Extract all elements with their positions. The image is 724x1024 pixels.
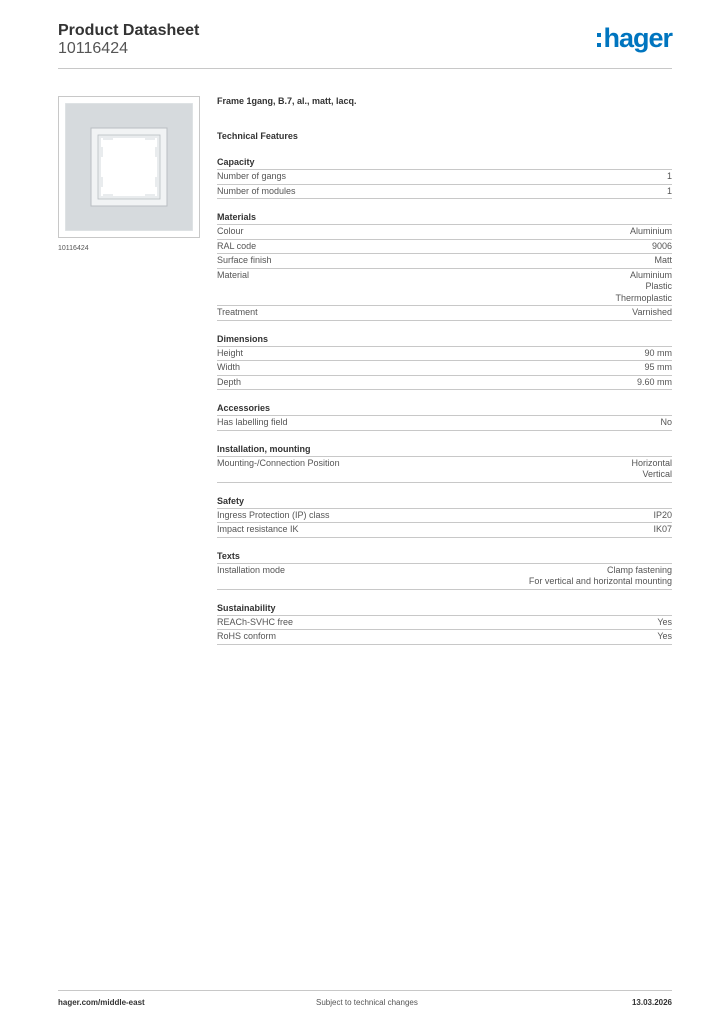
- spec-row: [217, 240, 672, 255]
- spec-value: For vertical and horizontal mounting: [528, 576, 672, 586]
- spec-label: Mounting-/Connection Position: [217, 457, 340, 468]
- product-image: [58, 96, 200, 238]
- spec-values: [667, 186, 672, 198]
- spec-row: [217, 564, 672, 590]
- spec-row: [217, 457, 672, 483]
- spec-values: [632, 307, 672, 319]
- spec-values: [657, 617, 672, 629]
- section-texts: [217, 550, 672, 590]
- section-installation-mounting: [217, 443, 672, 483]
- spec-row: [217, 630, 672, 645]
- spec-values: [652, 241, 672, 253]
- spec-label: Height: [217, 347, 244, 358]
- section-title: Dimensions: [217, 333, 672, 347]
- spec-row: [217, 269, 672, 307]
- spec-row: [217, 254, 672, 269]
- spec-row: [217, 361, 672, 376]
- section-materials: [217, 211, 672, 321]
- spec-values: [667, 171, 672, 183]
- footer-date: 13.03.2026: [631, 998, 672, 1007]
- hager-logo: [597, 24, 672, 52]
- spec-label: Depth: [217, 376, 242, 387]
- spec-values: [631, 458, 672, 481]
- spec-value: Vertical: [642, 469, 672, 479]
- spec-values: [529, 565, 672, 588]
- section-title: Materials: [217, 211, 672, 225]
- page-header: [58, 22, 672, 68]
- spec-values: [657, 631, 672, 643]
- spec-row: [217, 416, 672, 431]
- spec-values: [630, 226, 672, 238]
- spec-label: Colour: [217, 226, 244, 236]
- spec-row: [217, 185, 672, 200]
- document-title: Product Datasheet: [58, 22, 200, 39]
- spec-values: [637, 377, 672, 389]
- spec-values: [653, 510, 672, 522]
- spec-value: Aluminium: [629, 269, 672, 280]
- spec-value: IK07: [653, 524, 672, 534]
- spec-label: REACh-SVHC free: [217, 616, 294, 627]
- section-title: Accessories: [217, 402, 672, 416]
- spec-value: 9006: [651, 240, 672, 251]
- spec-label: Number of modules: [217, 185, 296, 196]
- spec-label: Treatment: [217, 307, 258, 317]
- spec-value: Plastic: [645, 281, 672, 291]
- section-title: Texts: [217, 550, 672, 564]
- section-title: Sustainability: [217, 602, 672, 616]
- frame-illustration-icon: [65, 103, 193, 231]
- spec-label: Surface finish: [217, 255, 272, 265]
- spec-value: 90 mm: [644, 347, 672, 358]
- spec-row: [217, 347, 672, 362]
- section-dimensions: [217, 333, 672, 391]
- section-title: Installation, mounting: [217, 443, 672, 457]
- spec-value: Clamp fastening: [606, 564, 672, 575]
- spec-label: Has labelling field: [217, 417, 288, 427]
- spec-value: 95 mm: [644, 362, 672, 372]
- spec-values: [644, 362, 672, 374]
- spec-row: [217, 376, 672, 391]
- section-safety: [217, 495, 672, 538]
- header-divider: [58, 68, 672, 69]
- technical-features-heading: Technical Features: [217, 131, 298, 141]
- spec-values: [660, 417, 672, 429]
- spec-value: 1: [666, 171, 672, 181]
- spec-row: [217, 306, 672, 321]
- page-footer: [58, 998, 672, 1010]
- spec-label: RoHS conform: [217, 631, 277, 641]
- technical-sections: [217, 156, 672, 645]
- section-sustainability: [217, 602, 672, 645]
- spec-row: [217, 225, 672, 240]
- spec-label: Installation mode: [217, 564, 286, 575]
- section-title: Safety: [217, 495, 672, 509]
- spec-values: [644, 348, 672, 360]
- spec-value: Yes: [657, 631, 672, 641]
- spec-label: Width: [217, 362, 241, 372]
- section-title: Capacity: [217, 156, 672, 170]
- spec-value: No: [660, 417, 672, 427]
- footer-website: hager.com/middle-east: [58, 998, 145, 1007]
- spec-value: 9.60 mm: [636, 376, 672, 387]
- product-name: Frame 1gang, B.7, al., matt, lacq.: [217, 96, 357, 106]
- spec-label: Ingress Protection (IP) class: [217, 509, 330, 520]
- image-caption: 10116424: [58, 245, 89, 252]
- spec-label: Number of gangs: [217, 171, 287, 181]
- spec-row: [217, 523, 672, 538]
- spec-value: IP20: [653, 509, 672, 520]
- spec-values: [654, 255, 672, 267]
- spec-value: Varnished: [632, 307, 672, 317]
- spec-label: RAL code: [217, 240, 257, 251]
- spec-row: [217, 170, 672, 185]
- document-number: 10116424: [58, 40, 128, 57]
- spec-value: Aluminium: [629, 226, 672, 236]
- logo-text: hager: [603, 23, 672, 53]
- spec-value: Yes: [657, 616, 672, 627]
- spec-label: Material: [217, 269, 250, 280]
- spec-value: Matt: [654, 255, 672, 265]
- spec-row: [217, 616, 672, 631]
- section-capacity: [217, 156, 672, 199]
- spec-value: 1: [666, 185, 672, 196]
- footer-divider: [58, 990, 672, 991]
- footer-note: Subject to technical changes: [316, 998, 418, 1007]
- spec-value: Thermoplastic: [615, 292, 672, 303]
- section-accessories: [217, 402, 672, 431]
- spec-values: [653, 524, 672, 536]
- spec-values: [615, 270, 672, 305]
- spec-label: Impact resistance IK: [217, 524, 299, 534]
- logo-mark-icon: [597, 33, 601, 47]
- spec-value: Horizontal: [631, 457, 672, 468]
- spec-row: [217, 509, 672, 524]
- product-details: [217, 96, 672, 645]
